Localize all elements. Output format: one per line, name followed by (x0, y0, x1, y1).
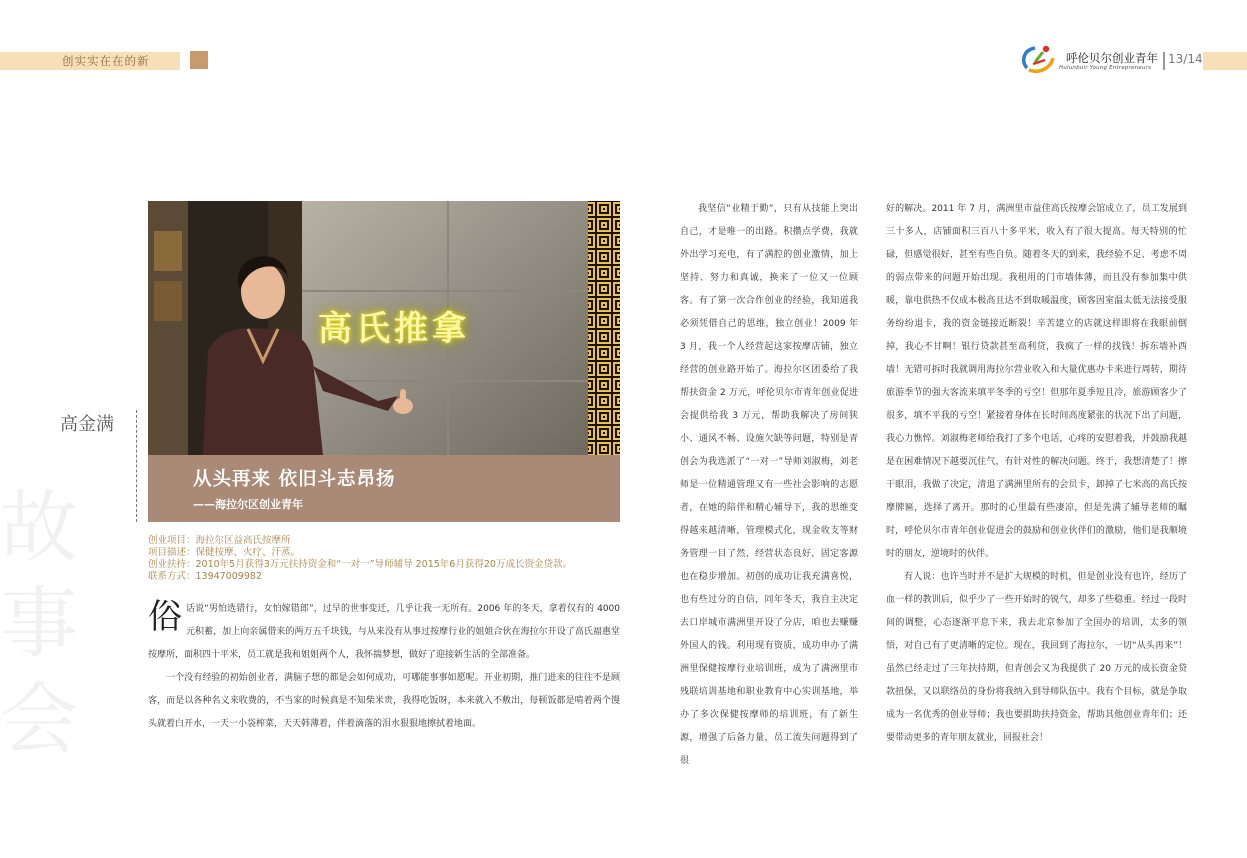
header-right-band (1203, 52, 1247, 70)
info-line: 项目描述：保健按摩、火疗、汗蒸。 (148, 547, 301, 558)
info-line: 创业扶持：2010年5月获得3万元扶持资金和“一对一”导师辅导 2015年6月获得20万成长资金贷款。 (148, 559, 572, 570)
header-square-decoration (190, 51, 208, 69)
header-slogan-band (0, 52, 180, 70)
name-dashed-divider (136, 410, 137, 522)
article-column-2 (680, 198, 858, 773)
header-divider (1163, 52, 1165, 70)
article-title-band (148, 455, 620, 522)
body-paragraph: 有人说：也许当时并不是扩大规模的时机，但是创业没有也许，经历了血一样的教训后，似乎少了一些开始时的锐气，却多了些稳重。经过一段时间的调整，心态逐渐平息下来，我去北京参加了全国办的培训，太多的领悟，对自己有了更清晰的定位。现在，我回到了海拉尔，一切“从头再来”！虽然已经走过了三年扶持期，但青创会又为我提供了 20 万元的成长资金贷款扭保，又以联络员的身份将我纳入到导师队伍中。我有个目标，就是争取成为一名优秀的创业导师；我也要捐助扶持资金，帮助其他创业青年们；还要带动更多的青年朋友就业，回报社会！ (886, 572, 1187, 743)
watermark-char: 故 (0, 483, 79, 573)
drop-cap: 俗 (148, 597, 182, 637)
info-line: 创业项目：海拉尔区益高氏按摩所 (148, 535, 291, 546)
watermark-char: 事 (0, 579, 79, 669)
body-paragraph: 好的解决。2011 年 7 月，满洲里市益佳高氏按摩会馆成立了，员工发展到三十多人，店铺面积三百八十多平米，收入有了很大提高。每天特别的忙碌，但感觉很好，甚至有些自负。随着冬天的到来，我经验不足、考虑不周的弱点带来的问题开始出现。我租用的门市墙体薄，而且没有参加集中供暖，靠电供热不仅成本极高且达不到取暖温度，顾客因室温太低无法接受服务纷纷退卡，我的资金链接近断裂！辛苦建立的店就这样即将在我眼前倒掉，我心不甘啊！银行贷款甚至高利贷，我疯了一样的找钱！拆东墙补西墙！无错可拆时我就调用海拉尔营业收入和大量优惠办卡来进行周转，期待旅游季节的强大客流来填平冬季的亏空！但那年夏季短且冷，旅游顾客少了很多，填不平我的亏空！紧接着身体在长时间高度紧张的状况下出了问题，我心力憔悴。刘淑梅老师给我打了多个电话，心疼的安慰着我，并鼓励我越是在困难情况下越要沉住气，有针对性的解决问题。终于，我想清楚了！擦干眼泪，我做了决定，清退了满洲里所有的会员卡，卸掉了七米高的高氏按摩牌匾，选择了离开。那时的心里最有些凄凉，但是先满了辅导老师的瞩时，呼伦贝尔市青年创业促进会的鼓励和创业伙伴们的激励，他们是我顺境时的朋友，逆境时的伙伴。 (886, 204, 1187, 559)
brand-logo-icon (1019, 42, 1059, 74)
article-column-1 (148, 598, 620, 736)
article-column-3 (886, 198, 1187, 750)
shop-sign-text: 高氏推拿 (318, 309, 470, 349)
body-paragraph: 我坚信“业精于勤”，只有从技能上突出自己，才是唯一的出路。积攒点学费，我就外出学习充电，有了满腔的创业激情，加上坚持、努力和真诚，换来了一位又一位顾客。有了第一次合作创业的经验，我知道我必须凭借自己的思维，独立创业！2009 年 3 月，我一个人经营起这家按摩店铺，独立经营的创业路开始了。海拉尔区团委给了我帮扶资金 2 万元，呼伦贝尔市青年创业促进会提供给我 3 万元，帮助我解决了房间狭小、通风不畅、设施欠缺等问题，特别是青创会为我选派了“一对一”导师刘淑梅，刘老师是一位精通管理又有一些社会影响的志愿者，在她的陪伴和精心辅导下，我的思维变得越来越清晰，管理模式化，现金收支等财务管理一目了然，经营状态良好，固定客源也在稳步增加。初创的成功让我充满喜悦，也有些过分的自信，同年冬天，我自主决定去口岸城市满洲里开设了分店，咱也去赚赚外国人的钱。利用现有资质，成功申办了满洲里保健按摩行业培训班，成为了满洲里市残联培训基地和职业教育中心实训基地，举办了多次保健按摩师的培训班，有了新生源，增强了后备力量，员工流失问题得到了很 (680, 204, 858, 766)
portrait-photo (148, 201, 620, 455)
brand-name-en: Hulunbuir Young Entrepreneurs (1059, 65, 1152, 71)
watermark-char: 会 (0, 675, 79, 765)
article-title: 从头再来 依旧斗志昂扬 (193, 469, 396, 490)
project-info (148, 535, 572, 583)
paragraph-text: 话说“男怕选错行，女怕嫁错郎”，过早的世事变迁，几乎让我一无所有。2006 年的冬天，拿着仅有的 4000 元积蓄，加上向亲属借来的两万五千块钱，与从来没有从事过按摩行业的姐姐合伙在海拉尔开设了高氏福惠堂按摩所，面积四十平米，员工就是我和姐姐两个人，我怀揣梦想，做好了迎接新生活的全部准备。 (148, 604, 620, 660)
page-number: 13/14 (1168, 52, 1203, 66)
background-watermark-text (0, 480, 90, 768)
body-paragraph (148, 598, 620, 667)
info-line: 联系方式：13947009982 (148, 571, 262, 582)
header-slogan: 创实实在在的新 (62, 54, 150, 68)
person-name: 高金满 (60, 414, 114, 435)
brand-name-cn: 呼伦贝尔创业青年 (1066, 51, 1158, 65)
body-paragraph: 一个没有经验的初始创业者，满脑子想的都是会如何成功，可哪能事事如愿呢。开业初期，推门进来的往往不是顾客，而是以各种名义来收费的，不当家的时候真是不知柴米贵，我得吃饭呀，本来就入不敷出，每顿饭都是啃着两个馒头就着白开水，一天一小袋榨菜，天天韩薄着，伴着滴落的泪水狠狠地擦拭着地面。 (148, 673, 620, 729)
article-subtitle: ——海拉尔区创业青年 (193, 498, 303, 511)
